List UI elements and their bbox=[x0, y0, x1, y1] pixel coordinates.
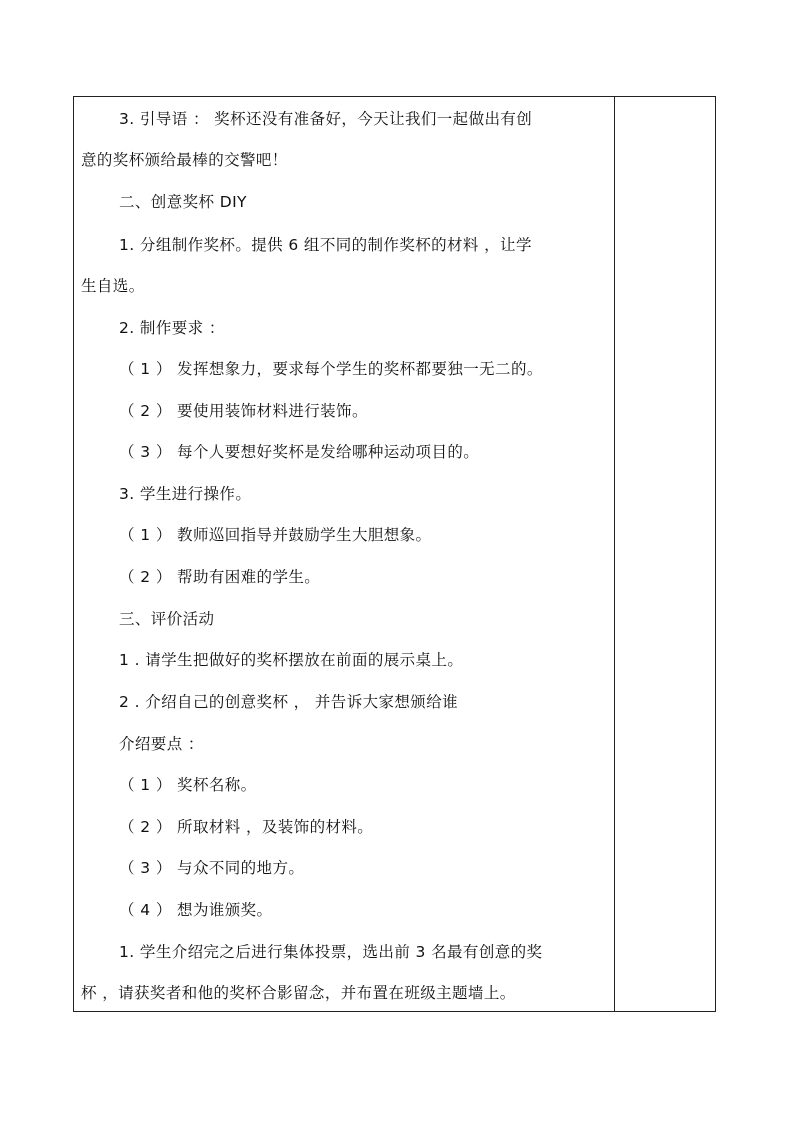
text-line: （ 3 ） 与众不同的地方。 bbox=[119, 859, 305, 877]
text-line: （ 2 ） 所取材料 ，及装饰的材料。 bbox=[119, 818, 374, 836]
text-line: 1. 分组制作奖杯。提供 6 组不同的制作奖杯的材料 ，让学 bbox=[119, 236, 532, 254]
column-divider bbox=[614, 97, 615, 1011]
text-line: 3. 引导语 ： 奖杯还没有准备好，今天让我们一起做出有创 bbox=[119, 110, 533, 128]
text-line: 1. 学生介绍完之后进行集体投票，选出前 3 名最有创意的奖 bbox=[119, 943, 543, 961]
text-line: （ 1 ） 发挥想象力，要求每个学生的奖杯都要独一无二的。 bbox=[119, 360, 543, 378]
lesson-table bbox=[73, 96, 716, 1012]
text-line: 2 . 介绍自己的创意奖杯 ， 并告诉大家想颁给谁 bbox=[119, 693, 458, 711]
text-line: 杯 ，请获奖者和他的奖杯合影留念，并布置在班级主题墙上。 bbox=[81, 984, 516, 1002]
text-line: 2. 制作要求 ： bbox=[119, 319, 225, 337]
text-line: 1 . 请学生把做好的奖杯摆放在前面的展示桌上。 bbox=[119, 651, 464, 669]
section-heading: 三、评价活动 bbox=[119, 610, 215, 628]
text-line: 意的奖杯颁给最棒的交警吧！ bbox=[81, 151, 288, 169]
text-line: （ 1 ） 教师巡回指导并鼓励学生大胆想象。 bbox=[119, 526, 432, 544]
section-heading: 二、创意奖杯 DIY bbox=[119, 193, 247, 211]
text-line: 介绍要点 ： bbox=[119, 735, 204, 753]
text-line: （ 2 ） 帮助有困难的学生。 bbox=[119, 568, 321, 586]
text-line: （ 1 ） 奖杯名称。 bbox=[119, 776, 257, 794]
text-line: （ 2 ） 要使用装饰材料进行装饰。 bbox=[119, 402, 368, 420]
text-line: 生自选。 bbox=[81, 277, 145, 295]
text-line: （ 4 ） 想为谁颁奖。 bbox=[119, 901, 273, 919]
text-line: （ 3 ） 每个人要想好奖杯是发给哪种运动项目的。 bbox=[119, 443, 480, 461]
text-line: 3. 学生进行操作。 bbox=[119, 485, 252, 503]
